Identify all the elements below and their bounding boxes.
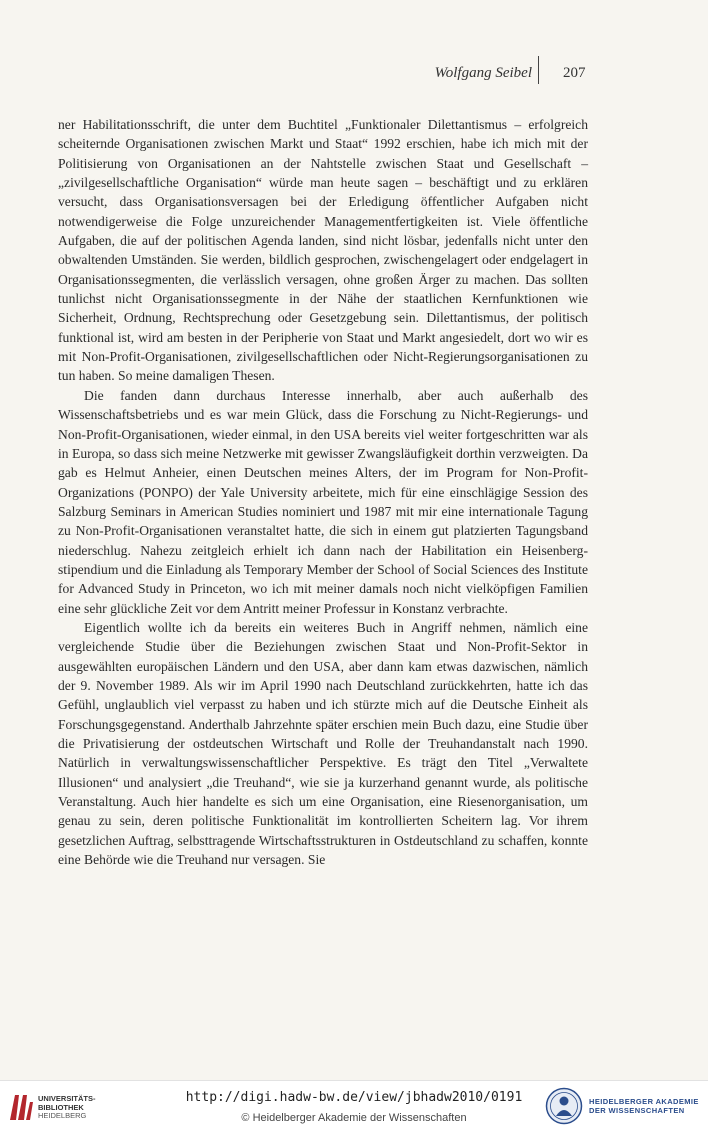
library-logo-line-1: UNIVERSITÄTS- — [38, 1094, 96, 1103]
library-logo-line-3: HEIDELBERG — [38, 1111, 87, 1120]
academy-logo-line-1: HEIDELBERGER AKADEMIE — [589, 1097, 699, 1106]
running-head — [0, 62, 708, 86]
page-number: 207 — [563, 65, 586, 81]
paragraph-3: Eigentlich wollte ich da bereits ein weiteres Buch in Angriff nehmen, nämlich eine vergleichende Studie über die Beziehungen zwischen Staat und Non-Profit-Sektor in ausgewählten europäischen Ländern und den USA, aber dann kam etwas dazwischen, nämlich der 9. November 1989. Als wir im April 1990 nach Deutschland zurückkehrten, hatte ich das Gefühl, unglaublich viel verpasst zu haben und ich stürzte mich auf die Deutsche Einheit als Forschungsgegenstand. Anderthalb Jahrzehnte später erschien mein Buch dazu, eine Studie über die Privatisierung der ostdeutschen Wirtschaft und Rolle der Treuhandanstalt nach 1990. Natürlich in verwaltungswissenschaftlicher Perspektive. Es trägt den Titel „Verwaltete Illusionen“ und analysiert „die Treuhand“, wie sie ja kurzerhand genannt wurde, als politische Veranstaltung. Auch hier handelte es sich um eine Organisation, eine Riesenorganisation, um genau zu sein, deren politische Funktionalität im kontrollierten Scheitern lag. Vor ihrem gesetzlichen Auftrag, selbsttragende Wirtschaftsstrukturen in Ostdeutschland zu schaffen, konnte eine Behörde wie die Treuhand nur versagen. Sie — [58, 619, 588, 868]
permalink-url[interactable]: http://digi.hadw-bw.de/view/jbhadw2010/0191 — [185, 1090, 523, 1105]
copyright-notice: © Heidelberger Akademie der Wissenschaften — [241, 1112, 467, 1124]
paragraph-2: Die fanden dann durchaus Interesse innerhalb, aber auch außerhalb des Wissenschaftsbetriebs und es war mein Glück, dass die Forschung zu Nicht-Regierungs- und Non-Profit-Organisationen, wieder einmal, in den USA bereits viel weiter fortgeschritten war als in Europa, so dass sich meine Netzwerke mit gewisser Zwangsläufigkeit dorthin verzweigten. Da gab es Helmut Anheier, einen Deutschen meines Alters, der im Program for Non-Profit-Organizations (PONPO) der Yale University arbeitete, mich für eine einschlägige Session des Salzburg Seminars in American Studies nominiert und 1987 mit mir eine internationale Tagung zu Non-Profit-Organisationen veranstaltet hatte, die sich in einem gut platzierten Tagungsband niederschlug. Nahezu zeitgleich erhielt ich dann nach der Habilitation ein Heisenberg-stipendium und die Einladung als Temporary Member der School of Social Sciences des Institute for Advanced Study in Princeton, wo ich mit meiner damals noch nicht vielköpfigen Familien eine sehr glückliche Zeit vor dem Antritt meiner Professur in Konstanz verbrachte. — [58, 387, 588, 616]
viewer-footer — [0, 1080, 708, 1131]
running-head-author: Wolfgang Seibel — [434, 65, 532, 81]
academy-logo-line-2: DER WISSENSCHAFTEN — [589, 1106, 685, 1115]
academy-seal-icon — [545, 1087, 583, 1125]
running-head-divider — [538, 56, 539, 84]
body-text — [58, 115, 588, 869]
academy-logo[interactable] — [545, 1087, 705, 1125]
academy-logo-text — [589, 1097, 699, 1115]
paragraph-1: ner Habilitationsschrift, die unter dem Buchtitel „Funktionaler Dilettantismus – erfolgreich scheiternde Organisationen zwischen Markt und Staat“ 1992 erschien, habe ich mich mit der Politisierung von Organisationen an der Nahtstelle zwischen Staat und Gesellschaft – „zivilgesellschaftliche Organisation“ würde man heute sagen – beschäftigt und zu erklären versucht, dass Organisationsversagen bei der Erledigung öffentlicher Aufgaben nicht notwendigerweise die Folge unzureichender Managementfertigkeiten ist. Viele öffentliche Aufgaben, die auf der politischen Agenda landen, sind nicht lösbar, jedenfalls nicht unter den obwaltenden Umständen. Sie werden, bildlich gesprochen, zwischengelagert oder endgelagert in Organisationssegmenten, die verlässlich versagen, ohne großen Ärger zu machen. Das sollten tunlichst nicht Organisationssegmente in der Nähe der staatlichen Kernfunktionen wie Sicherheit, Ordnung, Rechtsprechung oder Gesetzgebung sein. Dilettantismus, der politisch funktional ist, wird am besten in der Peripherie von Staat und Markt angesiedelt, dort wo wir es mit Non-Profit-Organisationen, zivilgesellschaftlichen oder Nicht-Regierungsorganisationen zu tun haben. So meine damaligen Thesen. — [58, 117, 588, 384]
library-logo-line-2: BIBLIOTHEK — [38, 1102, 84, 1112]
